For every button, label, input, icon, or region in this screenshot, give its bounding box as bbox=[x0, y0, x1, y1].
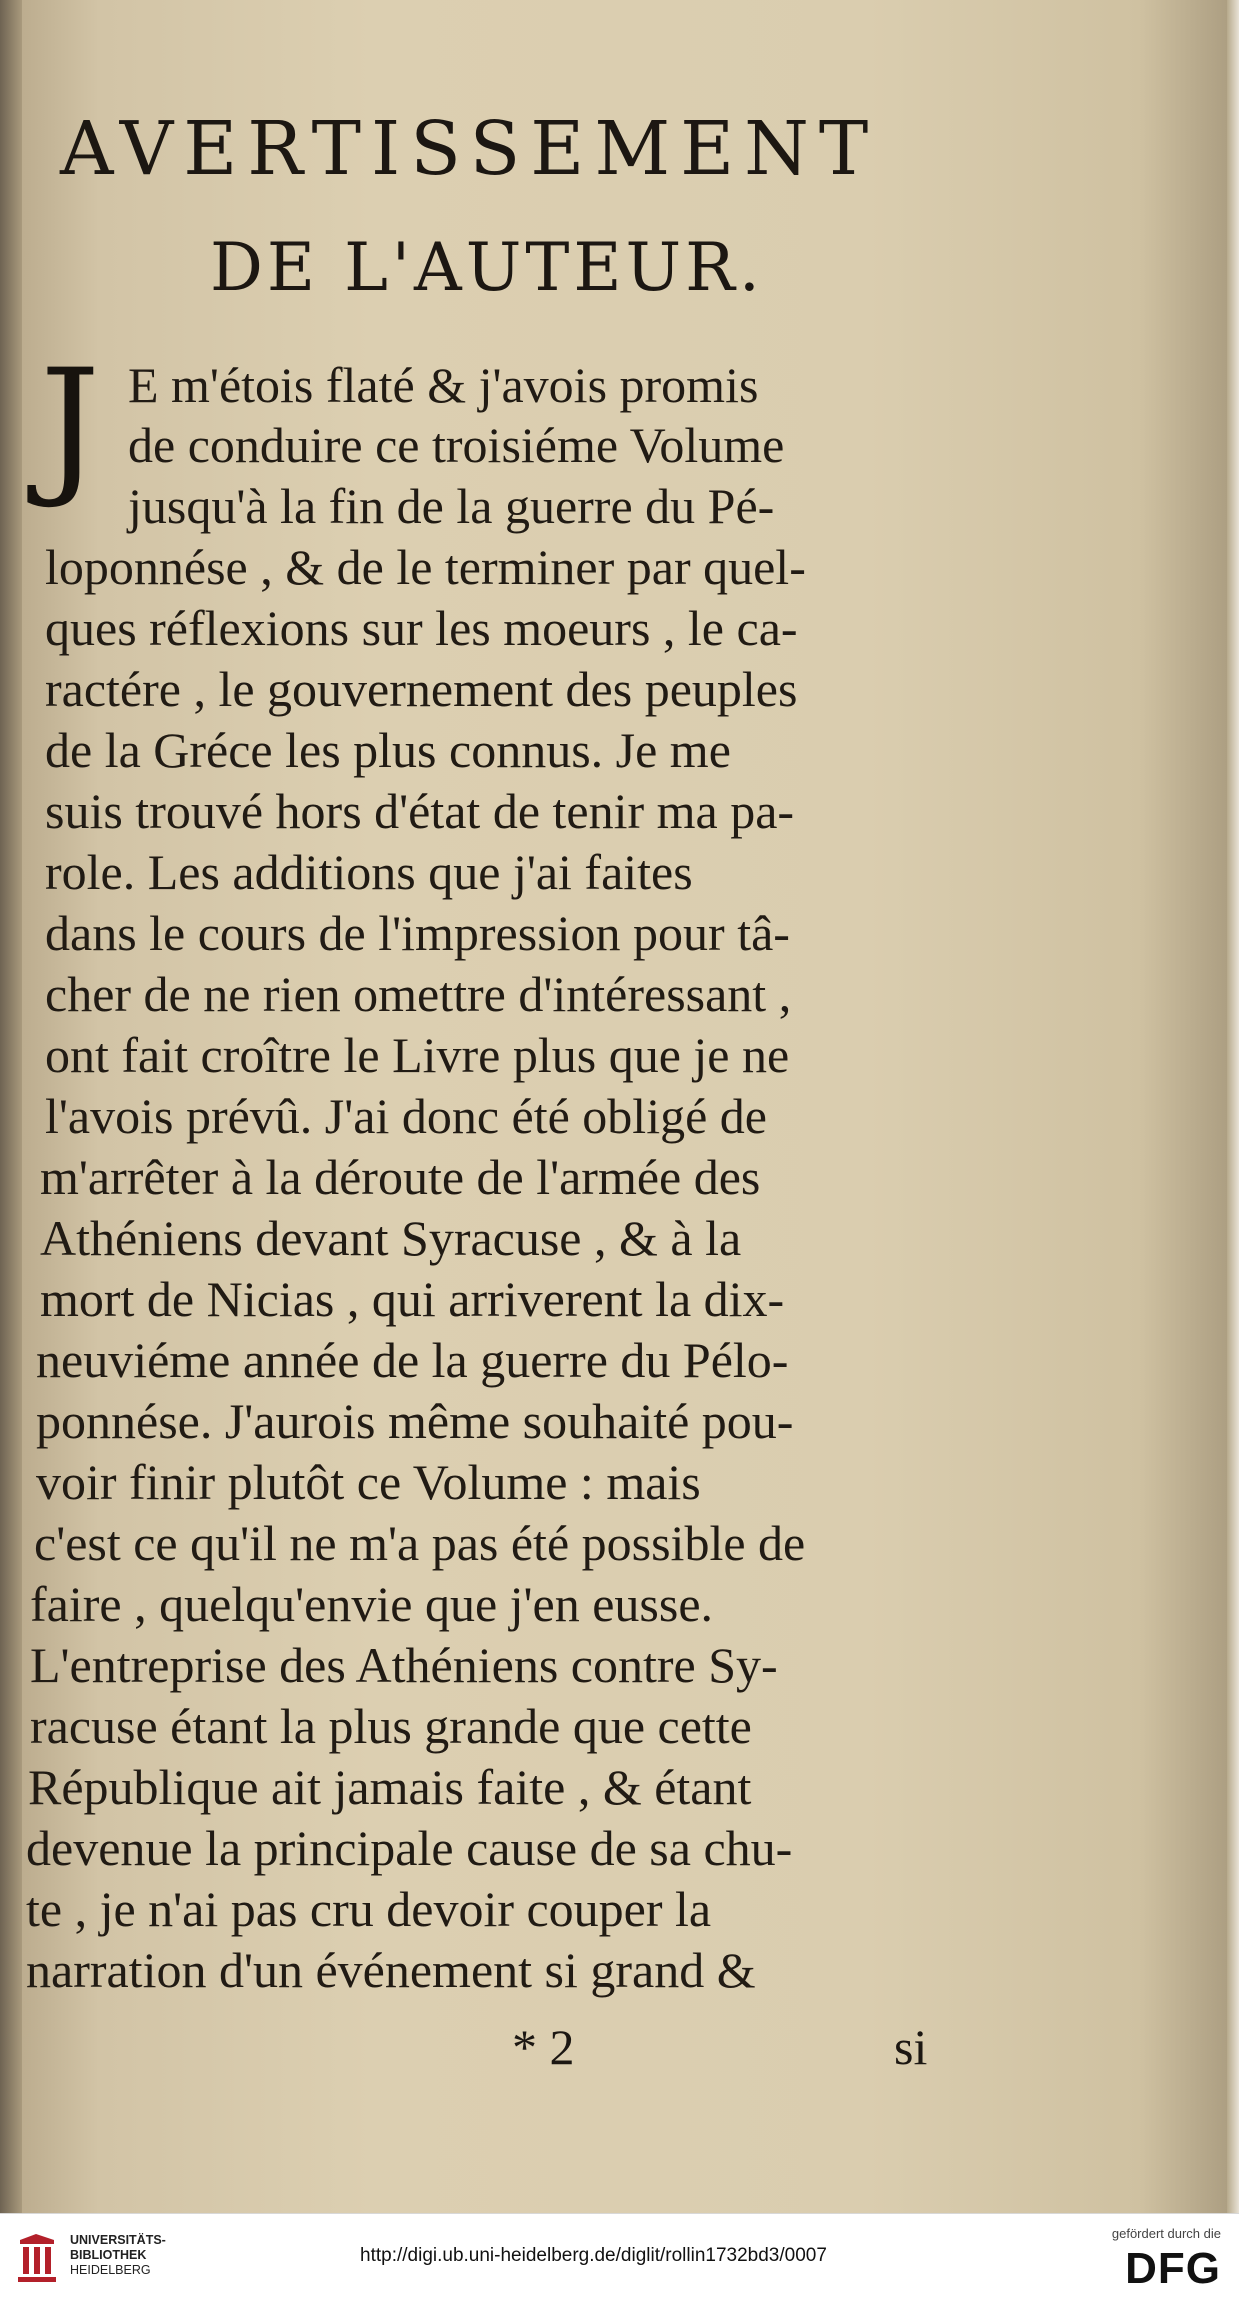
text-line: ont fait croître le Livre plus que je ne bbox=[45, 1027, 790, 1083]
library-name-line: UNIVERSITÄTS- bbox=[70, 2233, 166, 2247]
signature-mark: * 2 bbox=[512, 2019, 575, 2075]
text-line: faire , quelqu'envie que j'en eusse. bbox=[30, 1576, 714, 1632]
library-name-line: BIBLIOTHEK bbox=[70, 2248, 147, 2262]
text-line: mort de Nicias , qui arriverent la dix- bbox=[40, 1271, 785, 1327]
text-line: République ait jamais faite , & étant bbox=[28, 1759, 752, 1815]
text-line: loponnése , & de le terminer par quel- bbox=[45, 539, 806, 595]
library-name bbox=[70, 2233, 166, 2278]
text-line: role. Les additions que j'ai faites bbox=[45, 844, 693, 900]
text-line: jusqu'à la fin de la guerre du Pé- bbox=[128, 478, 775, 534]
text-line: ques réflexions sur les moeurs , le ca- bbox=[45, 600, 798, 656]
text-line: dans le cours de l'impression pour tâ- bbox=[45, 905, 790, 961]
permalink-url[interactable]: http://digi.ub.uni-heidelberg.de/diglit/rollin1732bd3/0007 bbox=[360, 2245, 827, 2266]
funder-caption: gefördert durch die bbox=[1111, 2226, 1221, 2241]
library-logo-icon[interactable] bbox=[14, 2230, 60, 2284]
text-line: E m'étois flaté & j'avois promis bbox=[128, 357, 759, 413]
text-line: suis trouvé hors d'état de tenir ma pa- bbox=[45, 783, 795, 839]
text-line: c'est ce qu'il ne m'a pas été possible de bbox=[34, 1515, 806, 1571]
text-line: de conduire ce troisiéme Volume bbox=[128, 417, 785, 473]
text-line: Athéniens devant Syracuse , & à la bbox=[40, 1210, 742, 1266]
text-line: cher de ne rien omettre d'intéressant , bbox=[45, 966, 792, 1022]
text-line: m'arrêter à la déroute de l'armée des bbox=[40, 1149, 761, 1205]
text-line: racuse étant la plus grande que cette bbox=[30, 1698, 752, 1754]
text-line: neuviéme année de la guerre du Pélo- bbox=[36, 1332, 789, 1388]
text-line: devenue la principale cause de sa chu- bbox=[26, 1820, 793, 1876]
text-line: voir finir plutôt ce Volume : mais bbox=[36, 1454, 701, 1510]
text-line: te , je n'ai pas cru devoir couper la bbox=[26, 1881, 712, 1937]
page-right-edge bbox=[1227, 0, 1239, 2213]
dfg-logo[interactable]: DFG bbox=[1125, 2244, 1221, 2293]
catchword: si bbox=[894, 2019, 928, 2075]
drop-capital: J bbox=[40, 338, 101, 512]
page-subtitle: DE L'AUTEUR. bbox=[210, 229, 764, 306]
text-line: L'entreprise des Athéniens contre Sy- bbox=[30, 1637, 778, 1693]
text-line: de la Gréce les plus connus. Je me bbox=[45, 722, 731, 778]
page-left-edge bbox=[0, 0, 22, 2213]
page-title: AVERTISSEMENT bbox=[60, 106, 879, 192]
library-name-line: HEIDELBERG bbox=[70, 2263, 151, 2277]
text-line: l'avois prévû. J'ai donc été obligé de bbox=[45, 1088, 767, 1144]
text-line: narration d'un événement si grand & bbox=[26, 1942, 756, 1998]
text-line: ponnése. J'aurois même souhaité pou- bbox=[36, 1393, 794, 1449]
text-line: ractére , le gouvernement des peuples bbox=[45, 661, 798, 717]
viewer-footer-bar bbox=[0, 2213, 1239, 2302]
